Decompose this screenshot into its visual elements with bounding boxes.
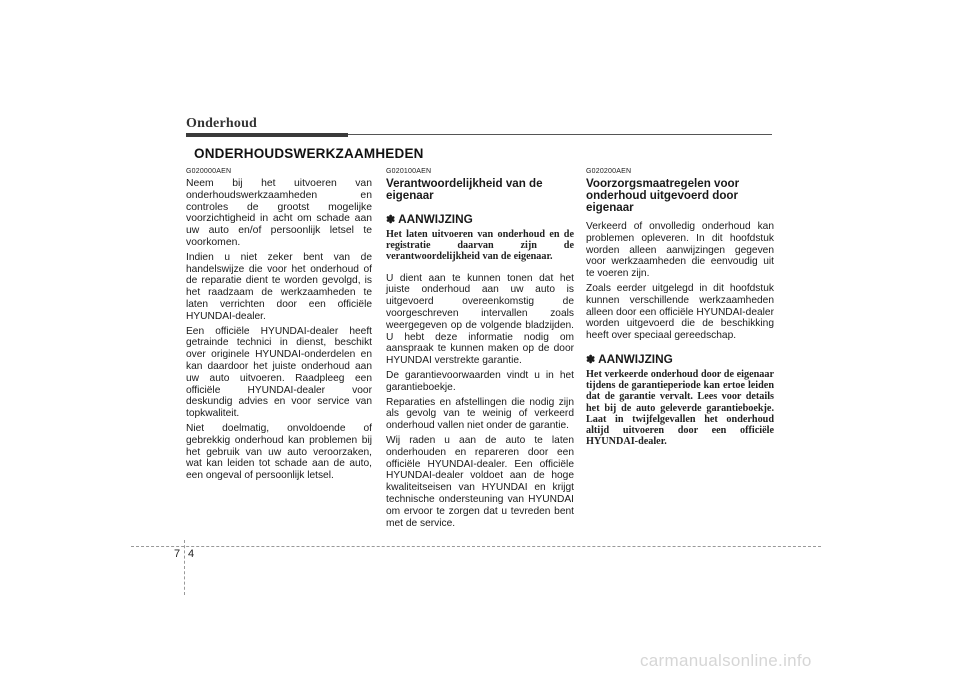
header-rule xyxy=(348,134,772,135)
paragraph: Zoals eerder uitgelegd in dit hoofdstuk kunnen verschillende werkzaamheden alleen door een officiële HYUNDAI-dealer worden uitgevoerd die de beschikking heeft over speciaal gereedschap. xyxy=(586,282,774,342)
asterisk-icon: ✽ xyxy=(586,353,596,366)
notice-label: AANWIJZING xyxy=(398,212,473,226)
page-number: 4 xyxy=(188,548,195,560)
paragraph: Indien u niet zeker bent van de handelswijze die voor het onderhoud of de reparatie dient te worden gevolgd, is het raadzaam de werkzaamheden te laten verrichten door een officiële HYUNDAI-dealer. xyxy=(186,251,372,322)
asterisk-icon: ✽ xyxy=(386,214,396,226)
notice-title xyxy=(586,353,774,367)
section-heading: Voorzorgsmaatregelen voor onderhoud uitgevoerd door eigenaar xyxy=(586,177,740,214)
footer-dashed-divider xyxy=(184,540,185,595)
paragraph: Een officiële HYUNDAI-dealer heeft getrainde technici in dienst, beschikt over originele HYUNDAI-onderdelen en kan daardoor het juiste onderhoud aan uw auto uitvoeren. Raadpleeg een officiële HYUNDAI-dealer voor deskundig advies en voor service van topkwaliteit. xyxy=(186,325,372,420)
section-name: Onderhoud xyxy=(186,116,258,131)
notice-text: Het verkeerde onderhoud door de eigenaar tijdens de garantieperiode kan ertoe leiden dat de garantie vervalt. Lees voor details het bij de auto geleverde garantieboekje. Laat in twijfelgevallen het onderhoud altijd uitvoeren door een officiële HYUNDAI-dealer. xyxy=(586,368,774,448)
column-2 xyxy=(386,167,574,532)
paragraph: Wij raden u aan de auto te laten onderhouden en repareren door een officiële HYUNDAI-dealer. Een officiële HYUNDAI-dealer voldoet aan de hoge kwaliteitseisen van HYUNDAI en krijgt technische ondersteuning van HYUNDAI om ervoor te zorgen dat u tevreden bent met de service. xyxy=(386,434,574,529)
header-bar xyxy=(186,133,348,137)
section-code: G020000AEN xyxy=(186,168,232,175)
column-1 xyxy=(186,167,372,485)
notice-text: Het laten uitvoeren van onderhoud en de registratie daarvan zijn de verantwoordelijkheid van de eigenaar. xyxy=(386,229,574,263)
section-code: G020100AEN xyxy=(386,168,432,175)
chapter-heading: ONDERHOUDSWERKZAAMHEDEN xyxy=(194,146,424,161)
paragraph: U dient aan te kunnen tonen dat het juiste onderhoud aan uw auto is uitgevoerd overeenkomstig de voorgeschreven intervallen zoals weergegeven op de volgende bladzijden. U hebt deze informatie nodig om aanspraak te kunnen maken op de door HYUNDAI verstrekte garantie. xyxy=(386,272,574,367)
watermark: carmanualsonline.info xyxy=(640,651,812,670)
paragraph: De garantievoorwaarden vindt u in het garantieboekje. xyxy=(386,369,574,393)
chapter-number: 7 xyxy=(174,548,181,560)
column-3 xyxy=(586,167,774,457)
footer-dashed-rule xyxy=(131,546,821,547)
section-code: G020200AEN xyxy=(586,168,632,175)
paragraph: Niet doelmatig, onvoldoende of gebrekkig onderhoud kan problemen bij het gebruik van uw auto veroorzaken, wat kan leiden tot schade aan de auto, een ongeval of persoonlijk letsel. xyxy=(186,422,372,482)
paragraph: Reparaties en afstellingen die nodig zijn als gevolg van te weinig of verkeerd onderhoud vallen niet onder de garantie. xyxy=(386,396,574,432)
paragraph: Neem bij het uitvoeren van onderhoudswerkzaamheden en controles de grootst mogelijke voorzichtigheid in acht om schade aan uw auto en/of persoonlijk letsel te voorkomen. xyxy=(186,178,372,248)
notice-title xyxy=(386,213,574,227)
notice-label: AANWIJZING xyxy=(598,351,673,366)
section-heading: Verantwoordelijkheid van de eigenaar xyxy=(386,177,543,202)
paragraph: Verkeerd of onvolledig onderhoud kan problemen opleveren. In dit hoofdstuk worden alleen aanwijzingen gegeven voor werkzaamheden die eenvoudig uit te voeren zijn. xyxy=(586,221,774,280)
